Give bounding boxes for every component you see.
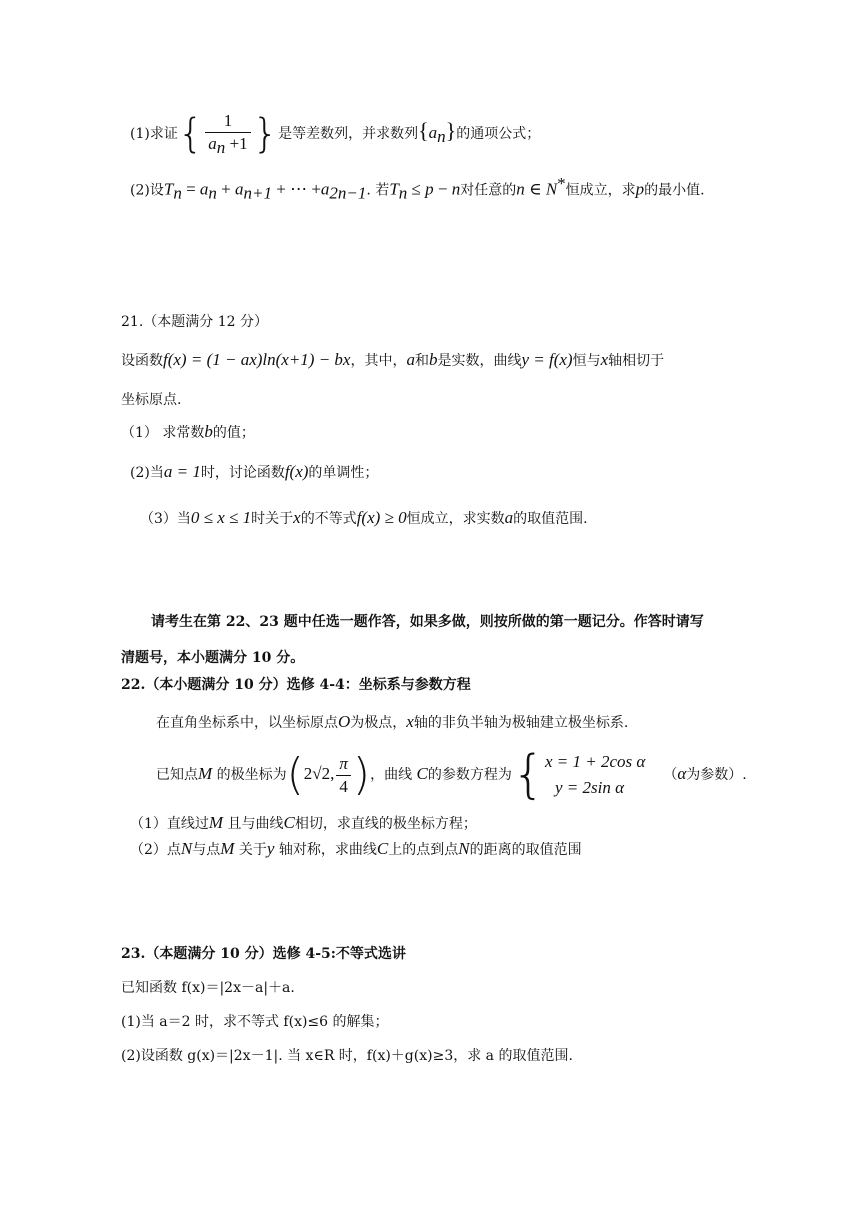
- q20-part1: (1)求证{ $\frac{1}{a_n +1}$ }是等差数列，并求数列$\{a_n\}$的通项公式；: [130, 110, 541, 157]
- q21-part2: (2)当a = 1时，讨论函数f(x)的单调性；: [130, 462, 379, 481]
- notice-line1: 请考生在第 22、23 题中任选一题作答，如果多做，则按所做的第一题记分。作答时请写: [151, 614, 704, 630]
- q23-stem: 已知函数 f(x)＝|2x－a|＋a.: [121, 980, 295, 996]
- q22-setup2: 已知点M 的极坐标为(2√2, $\frac{\pi}{4}$ )，曲线 C的参数方程为{ x = 1 + 2cos α y = 2sin α （α为参数）.: [156, 745, 747, 805]
- q21-stem: 设函数f(x) = (1 − ax)ln(x+1) − bx，其中，a和b是实数，曲线y = f(x)恒与x轴相切于: [121, 350, 665, 369]
- q23-header: 23.（本题满分 10 分）选修 4-5:不等式选讲: [121, 946, 406, 962]
- q21-part1: （1） 求常数b的值；: [121, 422, 255, 441]
- q22-part2: （2）点N与点M 关于y 轴对称，求曲线C上的点到点N的距离的取值范围: [130, 839, 582, 858]
- q23-part1: (1)当 a＝2 时，求不等式 f(x)≤6 的解集；: [121, 1014, 389, 1030]
- q20-fraction: $\frac{1}{a_n +1}$: [205, 110, 250, 159]
- notice-line2: 清题号，本小题满分 10 分。: [121, 650, 305, 666]
- q21-header: 21.（本题满分 12 分）: [121, 314, 268, 330]
- q20-part2: (2)设$T_n = a_n + a_{n+1}$ + ⋯ $+a_{2n-1}$. 若$T_n \le p - n$对任意的n ∈ N*恒成立，求p的最小值.: [130, 174, 705, 203]
- q21-stem-line2: 坐标原点.: [121, 392, 182, 408]
- q22-header: 22.（本小题满分 10 分）选修 4-4：坐标系与参数方程: [121, 677, 471, 693]
- q21-part3: （3）当0 ≤ x ≤ 1时关于x的不等式f(x) ≥ 0恒成立，求实数a的取值范围.: [140, 508, 588, 527]
- q22-setup1: 在直角坐标系中，以坐标原点O为极点，x轴的非负半轴为极轴建立极坐标系.: [156, 712, 629, 731]
- q20-p1-label: (1)求证: [130, 126, 178, 142]
- q23-part2: (2)设函数 g(x)＝|2x－1|. 当 x∈R 时，f(x)＋g(x)≥3，求 a 的取值范围.: [121, 1048, 573, 1064]
- q22-part1: （1）直线过M 且与曲线C相切，求直线的极坐标方程；: [130, 813, 477, 832]
